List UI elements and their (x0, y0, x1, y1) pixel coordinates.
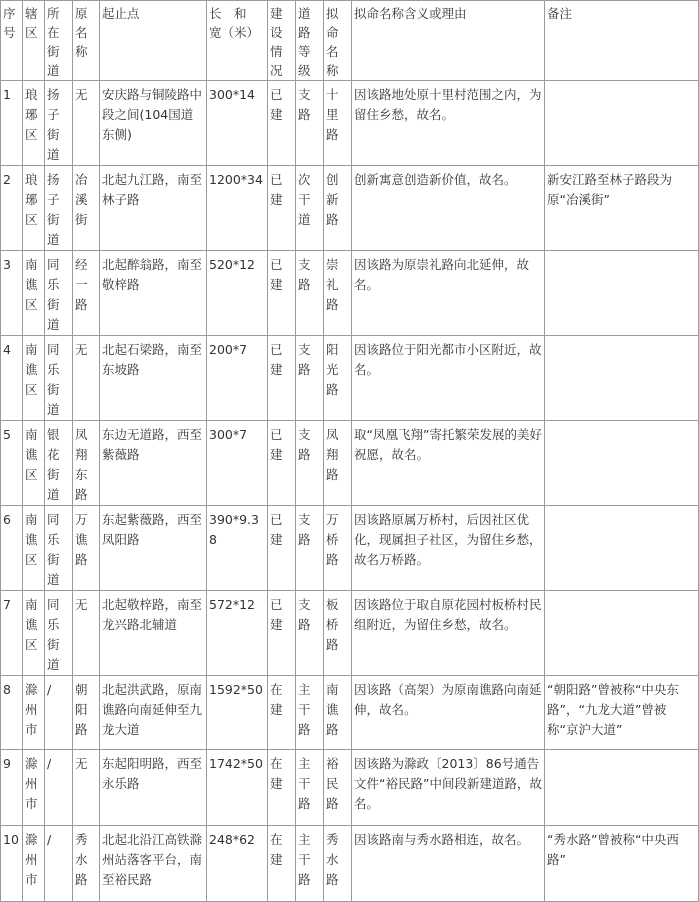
cell-span: 北起九江路，南至林子路 (100, 166, 207, 251)
cell-street: 同乐街道 (45, 506, 73, 591)
cell-no: 7 (1, 591, 23, 676)
cell-no: 1 (1, 81, 23, 166)
cell-no: 5 (1, 421, 23, 506)
table-row (1, 826, 699, 902)
cell-old-name: 秀水路 (73, 826, 100, 902)
cell-level: 支路 (296, 421, 324, 506)
cell-old-name: 经一路 (73, 251, 100, 336)
cell-note: “秀水路”曾被称“中央西路” (545, 826, 699, 902)
cell-meaning: 因该路南与秀水路相连，故名。 (352, 826, 545, 902)
header-meaning: 拟命名称含义或理由 (352, 1, 545, 81)
cell-old-name: 无 (73, 336, 100, 421)
cell-status: 已建 (268, 336, 296, 421)
table-header-row (1, 1, 699, 81)
cell-street: 扬子街道 (45, 81, 73, 166)
cell-street: 同乐街道 (45, 251, 73, 336)
cell-span: 北起洪武路，原南谯路向南延伸至九龙大道 (100, 676, 207, 750)
table-row (1, 81, 699, 166)
cell-note (545, 251, 699, 336)
cell-status: 在建 (268, 826, 296, 902)
cell-size: 520*12 (207, 251, 268, 336)
cell-level: 支路 (296, 251, 324, 336)
table-row (1, 166, 699, 251)
cell-meaning: 创新寓意创造新价值，故名。 (352, 166, 545, 251)
cell-span: 东起紫薇路，西至凤阳路 (100, 506, 207, 591)
cell-district: 琅琊区 (23, 81, 45, 166)
cell-size: 1742*50 (207, 750, 268, 826)
cell-meaning: 因该路原属万桥村，后因社区优化，现属担子社区，为留住乡愁，故名万桥路。 (352, 506, 545, 591)
cell-street: / (45, 676, 73, 750)
cell-span: 东起阳明路，西至永乐路 (100, 750, 207, 826)
table-row (1, 591, 699, 676)
cell-street: 同乐街道 (45, 591, 73, 676)
cell-status: 在建 (268, 676, 296, 750)
cell-meaning: 因该路位于阳光都市小区附近，故名。 (352, 336, 545, 421)
table-row (1, 750, 699, 826)
cell-street: / (45, 750, 73, 826)
cell-size: 248*62 (207, 826, 268, 902)
cell-street: 同乐街道 (45, 336, 73, 421)
header-level: 道路等级 (296, 1, 324, 81)
cell-span: 安庆路与铜陵路中段之间(104国道东侧) (100, 81, 207, 166)
cell-size: 390*9.38 (207, 506, 268, 591)
header-size: 长 和 宽（米） (207, 1, 268, 81)
cell-no: 6 (1, 506, 23, 591)
cell-note (545, 506, 699, 591)
cell-meaning: 因该路地处原十里村范围之内，为留住乡愁，故名。 (352, 81, 545, 166)
cell-status: 已建 (268, 591, 296, 676)
cell-new-name: 创新路 (324, 166, 352, 251)
table-row (1, 251, 699, 336)
cell-old-name: 朝阳路 (73, 676, 100, 750)
cell-new-name: 十里路 (324, 81, 352, 166)
cell-status: 已建 (268, 251, 296, 336)
cell-span: 北起醉翁路，南至敬梓路 (100, 251, 207, 336)
table-row (1, 676, 699, 750)
header-span: 起止点 (100, 1, 207, 81)
table-row (1, 336, 699, 421)
cell-district: 南谯区 (23, 506, 45, 591)
cell-status: 已建 (268, 421, 296, 506)
cell-level: 支路 (296, 591, 324, 676)
cell-span: 北起北沿江高铁滁州站落客平台，南至裕民路 (100, 826, 207, 902)
cell-level: 支路 (296, 506, 324, 591)
cell-level: 主干路 (296, 676, 324, 750)
cell-district: 南谯区 (23, 421, 45, 506)
cell-meaning: 取“凤凰飞翔”寄托繁荣发展的美好祝愿，故名。 (352, 421, 545, 506)
cell-size: 300*14 (207, 81, 268, 166)
header-street: 所在街道 (45, 1, 73, 81)
cell-new-name: 裕民路 (324, 750, 352, 826)
cell-span: 北起敬梓路，南至龙兴路北辅道 (100, 591, 207, 676)
cell-new-name: 阳光路 (324, 336, 352, 421)
cell-new-name: 秀水路 (324, 826, 352, 902)
cell-new-name: 凤翔路 (324, 421, 352, 506)
cell-span: 东边无道路，西至紫薇路 (100, 421, 207, 506)
cell-level: 主干路 (296, 750, 324, 826)
cell-district: 琅琊区 (23, 166, 45, 251)
cell-level: 支路 (296, 81, 324, 166)
header-new-name: 拟命名称 (324, 1, 352, 81)
header-no: 序号 (1, 1, 23, 81)
cell-size: 1200*34 (207, 166, 268, 251)
cell-status: 已建 (268, 81, 296, 166)
cell-meaning: 因该路为原崇礼路向北延伸，故名。 (352, 251, 545, 336)
cell-status: 已建 (268, 506, 296, 591)
cell-meaning: 因该路（高架）为原南谯路向南延伸，故名。 (352, 676, 545, 750)
cell-district: 南谯区 (23, 251, 45, 336)
cell-note: “朝阳路”曾被称“中央东路”，“九龙大道”曾被称“京沪大道” (545, 676, 699, 750)
cell-old-name: 万谯路 (73, 506, 100, 591)
cell-status: 已建 (268, 166, 296, 251)
cell-old-name: 无 (73, 750, 100, 826)
cell-new-name: 崇礼路 (324, 251, 352, 336)
cell-level: 次干道 (296, 166, 324, 251)
cell-no: 4 (1, 336, 23, 421)
cell-level: 支路 (296, 336, 324, 421)
cell-district: 南谯区 (23, 336, 45, 421)
cell-status: 在建 (268, 750, 296, 826)
cell-size: 572*12 (207, 591, 268, 676)
cell-district: 滁州市 (23, 826, 45, 902)
cell-level: 主干路 (296, 826, 324, 902)
cell-street: 扬子街道 (45, 166, 73, 251)
cell-old-name: 冶溪街 (73, 166, 100, 251)
header-district: 辖区 (23, 1, 45, 81)
cell-old-name: 无 (73, 591, 100, 676)
header-status: 建设情况 (268, 1, 296, 81)
cell-note (545, 336, 699, 421)
cell-street: 银花街道 (45, 421, 73, 506)
cell-no: 2 (1, 166, 23, 251)
cell-span: 北起石梁路，南至东坡路 (100, 336, 207, 421)
cell-size: 1592*50 (207, 676, 268, 750)
cell-district: 南谯区 (23, 591, 45, 676)
cell-note: 新安江路至林子路段为原“冶溪街” (545, 166, 699, 251)
cell-meaning: 因该路为滁政〔2013〕86号通告文件“裕民路”中间段新建道路，故名。 (352, 750, 545, 826)
cell-new-name: 南谯路 (324, 676, 352, 750)
cell-note (545, 81, 699, 166)
cell-no: 9 (1, 750, 23, 826)
cell-old-name: 凤翔东路 (73, 421, 100, 506)
cell-meaning: 因该路位于取自原花园村板桥村民组附近，为留住乡愁，故名。 (352, 591, 545, 676)
cell-district: 滁州市 (23, 676, 45, 750)
cell-street: / (45, 826, 73, 902)
cell-no: 10 (1, 826, 23, 902)
table-row (1, 506, 699, 591)
header-note: 备注 (545, 1, 699, 81)
cell-size: 200*7 (207, 336, 268, 421)
cell-new-name: 板桥路 (324, 591, 352, 676)
table-row (1, 421, 699, 506)
cell-district: 滁州市 (23, 750, 45, 826)
cell-no: 3 (1, 251, 23, 336)
cell-no: 8 (1, 676, 23, 750)
cell-size: 300*7 (207, 421, 268, 506)
cell-note (545, 750, 699, 826)
header-old-name: 原名称 (73, 1, 100, 81)
cell-new-name: 万桥路 (324, 506, 352, 591)
cell-note (545, 591, 699, 676)
cell-note (545, 421, 699, 506)
cell-old-name: 无 (73, 81, 100, 166)
